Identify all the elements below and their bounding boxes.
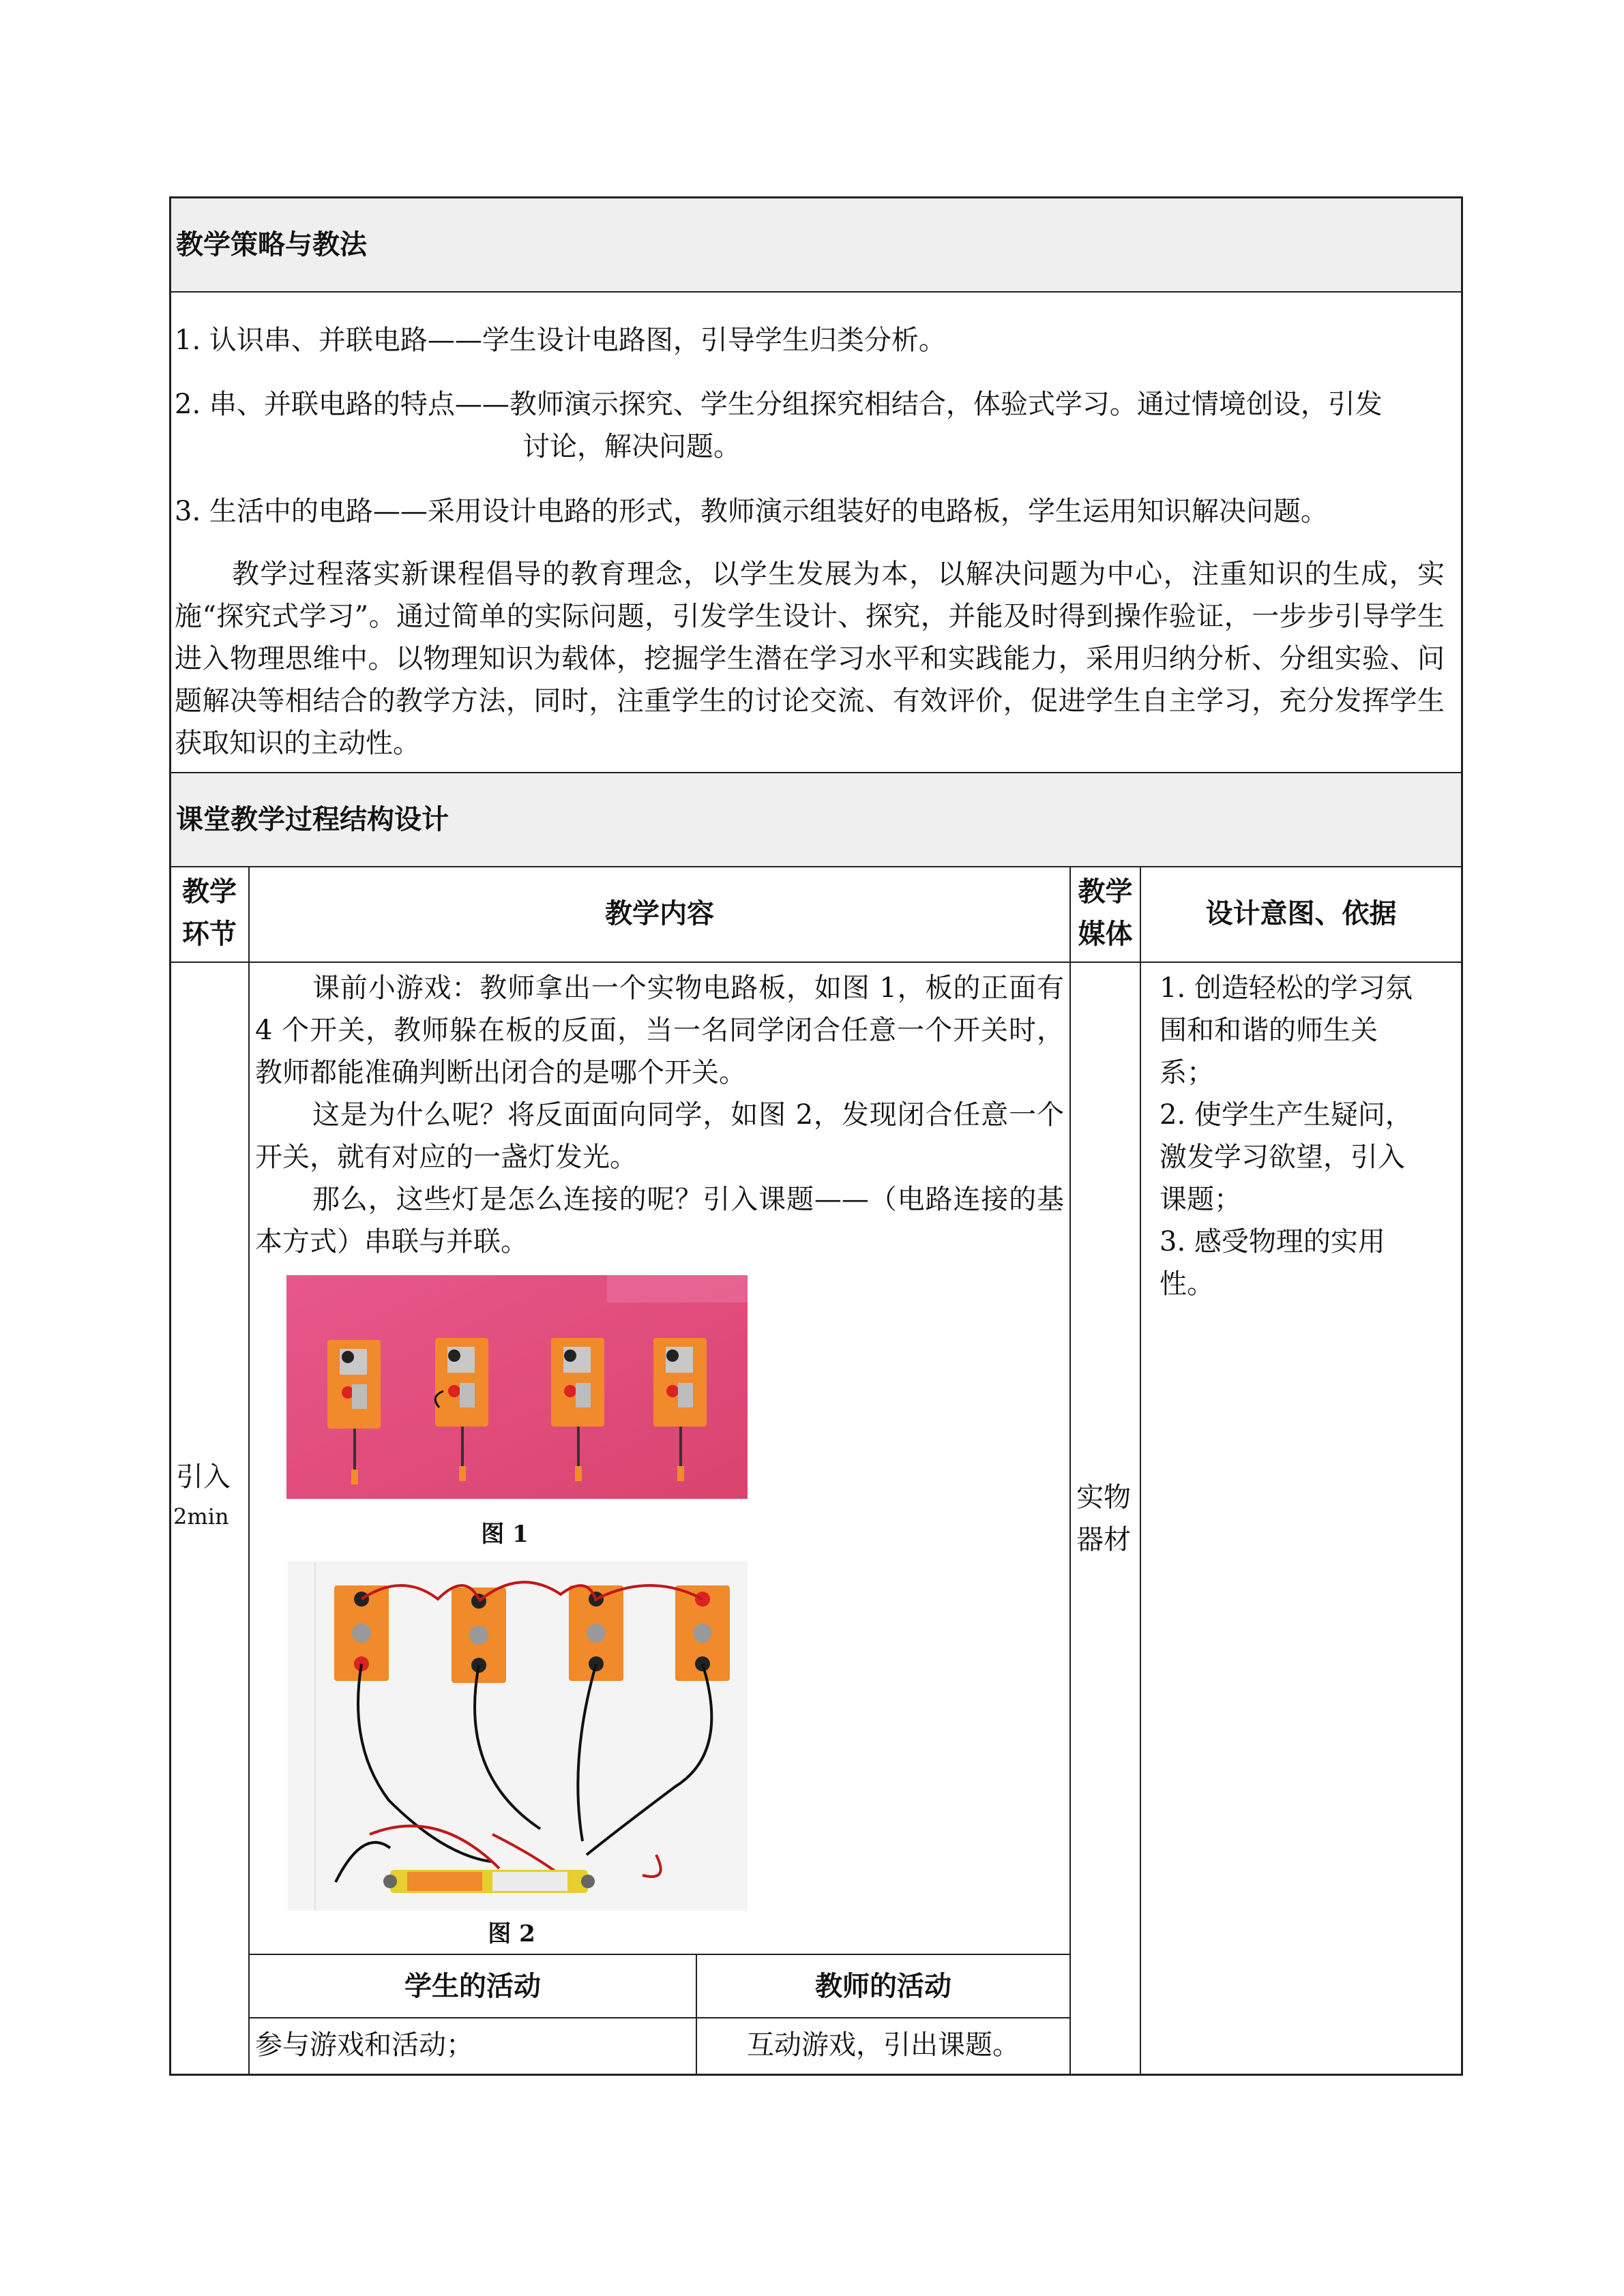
stage-time: 2min bbox=[173, 1504, 229, 1530]
col-line-3 bbox=[1140, 866, 1141, 2075]
strategy-item-2: 2. 串、并联电路的特点——教师演示探究、学生分组探究相结合，体验式学习。通过情境创设，引发 bbox=[175, 389, 1383, 420]
content-paragraph-1: 课前小游戏：教师拿出一个实物电路板，如图 1，板的正面有 4 个开关，教师躲在板的反面，当一名同学闭合任意一个开关时，教师都能准确判断出闭合的是哪个开关。 bbox=[255, 972, 1064, 1088]
strategy-item-2-cont: 讨论，解决问题。 bbox=[522, 431, 741, 462]
intent-line-5: 激发学习欲望，引入 bbox=[1160, 1142, 1405, 1173]
intent-line-2: 围和和谐的师生关 bbox=[1160, 1015, 1378, 1046]
divider-2 bbox=[169, 772, 1463, 773]
activities-teacher-header: 教师的活动 bbox=[815, 1970, 951, 2002]
activities-line-mid bbox=[248, 2017, 1071, 2018]
header-media-1: 教学 bbox=[1078, 876, 1133, 908]
activities-teacher-value: 互动游戏，引出课题。 bbox=[747, 2029, 1020, 2061]
intent-line-1: 1. 创造轻松的学习氛 bbox=[1160, 972, 1413, 1004]
table-border-right bbox=[1461, 196, 1463, 2076]
header-stage-2: 环节 bbox=[182, 918, 237, 950]
strategy-paragraph: 教学过程落实新课程倡导的教育理念，以学生发展为本，以解决问题为中心，注重知识的生成，实施“探究式学习”。通过简单的实际问题，引发学生设计、探究，并能及时得到操作验证，一步步引导学生进入物理思维中。以物理知识为载体，挖掘学生潜在学习水平和实践能力，采用归纳分析、分组实验、问题解决等相结合的教学方法，同时，注重学生的讨论交流、有效评价，促进学生自主学习，充分发挥学生获取知识的主动性。 bbox=[175, 558, 1445, 759]
table-border-top bbox=[169, 196, 1463, 198]
media-value-1: 实物 bbox=[1076, 1482, 1131, 1513]
header-stage-1: 教学 bbox=[182, 876, 237, 908]
stage-name: 引入 bbox=[176, 1461, 231, 1493]
table-border-bottom bbox=[169, 2074, 1463, 2076]
divider-4 bbox=[169, 961, 1463, 963]
figure-1-caption: 图 1 bbox=[481, 1521, 529, 1548]
intent-line-8: 性。 bbox=[1160, 1268, 1214, 1300]
col-line-1 bbox=[248, 866, 250, 2075]
strategy-item-3: 3. 生活中的电路——采用设计电路的形式，教师演示组装好的电路板，学生运用知识解决问题。 bbox=[175, 496, 1328, 527]
activities-line-top bbox=[248, 1954, 1071, 1955]
strategy-item-1: 1. 认识串、并联电路——学生设计电路图，引导学生归类分析。 bbox=[175, 325, 946, 356]
section2-title: 课堂教学过程结构设计 bbox=[176, 803, 449, 835]
table-border-left bbox=[169, 196, 171, 2076]
figure-1-photo bbox=[286, 1275, 748, 1499]
intent-line-3: 系； bbox=[1160, 1057, 1214, 1088]
media-value-2: 器材 bbox=[1076, 1524, 1131, 1555]
figure-2-photo bbox=[288, 1562, 748, 1911]
intent-line-6: 课题； bbox=[1160, 1184, 1241, 1215]
intent-line-7: 3. 感受物理的实用 bbox=[1160, 1226, 1385, 1257]
col-line-2 bbox=[1069, 866, 1071, 2075]
intent-line-4: 2. 使学生产生疑问， bbox=[1160, 1099, 1413, 1131]
battery-pack bbox=[383, 1870, 595, 1893]
section1-title: 教学策略与教法 bbox=[176, 228, 367, 260]
divider-3 bbox=[169, 866, 1463, 867]
divider-1 bbox=[169, 291, 1463, 293]
content-paragraph-2: 这是为什么呢？将反面面向同学，如图 2，发现闭合任意一个开关，就有对应的一盏灯发光。 bbox=[255, 1099, 1064, 1173]
header-intent: 设计意图、依据 bbox=[1205, 897, 1397, 929]
header-content: 教学内容 bbox=[605, 897, 714, 929]
activities-student-header: 学生的活动 bbox=[404, 1970, 541, 2002]
activities-student-value: 参与游戏和活动； bbox=[255, 2029, 473, 2061]
figure-2-caption: 图 2 bbox=[488, 1920, 535, 1948]
header-media-2: 媒体 bbox=[1078, 918, 1133, 950]
content-paragraph-3: 那么，这些灯是怎么连接的呢？引入课题——（电路连接的基本方式）串联与并联。 bbox=[255, 1184, 1064, 1257]
